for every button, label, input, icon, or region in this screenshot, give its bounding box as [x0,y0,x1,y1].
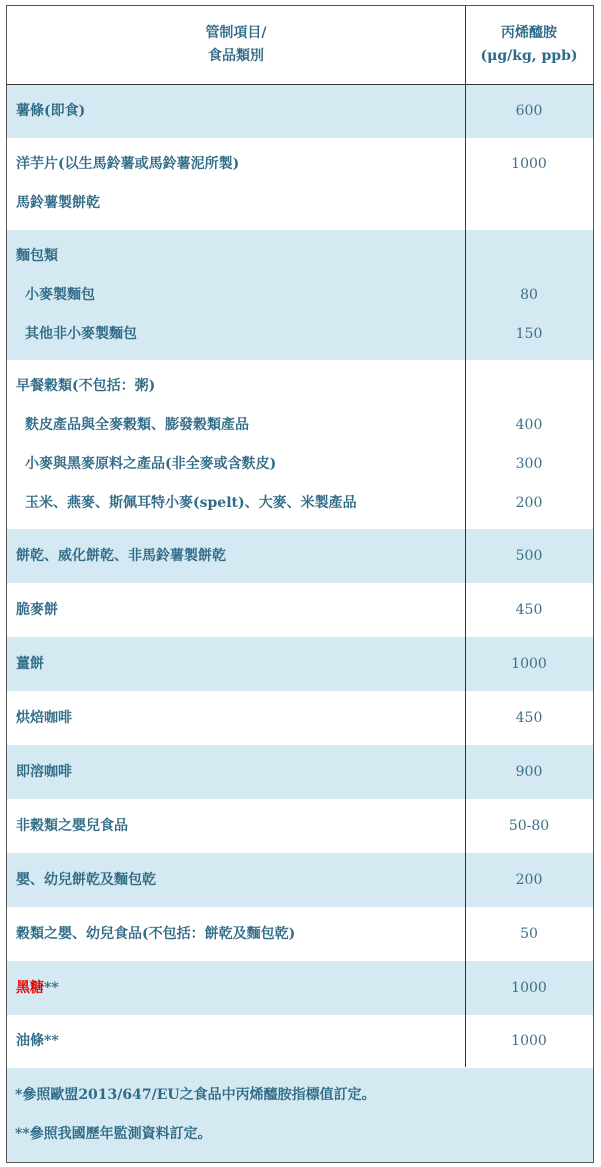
row-label: 洋芋片(以生馬鈴薯或馬鈴薯泥所製) [16,156,240,172]
sub-row-label: 小麥與黑麥原料之產品(非全麥或含麩皮) [25,456,277,472]
row-value: 450 [515,602,543,618]
row-value: 50 [520,926,538,942]
table-row [7,583,593,637]
row-value: 600 [515,103,543,119]
row-label: 油條** [16,1033,59,1049]
table-header [7,6,593,84]
sub-row-value: 80 [520,287,538,303]
row-value: 500 [515,548,543,564]
table-row [7,691,593,745]
row-label: 餅乾、威化餅乾、非馬鈴薯製餅乾 [16,548,226,564]
row-label: 烘焙咖啡 [16,710,72,726]
row-value: 1000 [511,656,547,672]
table-row [7,360,593,529]
row-value: 900 [515,764,543,780]
sub-row-value: 400 [515,417,543,433]
sub-row-value: 200 [515,495,543,511]
row-label: 非穀類之嬰兒食品 [16,818,128,834]
row-value: 1000 [511,156,547,172]
sub-row-label: 麩皮產品與全麥穀類、膨發穀類產品 [25,417,249,433]
table-row [7,637,593,691]
header-divider [7,84,593,85]
table-row [7,853,593,907]
table-row [7,529,593,583]
sub-row-value: 150 [515,326,543,342]
row-value: 450 [515,710,543,726]
row-label: 麵包類 [16,248,58,264]
table-row [7,138,593,230]
row-label-secondary: 馬鈴薯製餅乾 [16,195,100,211]
table-row [7,85,593,138]
header-category-line1: 管制項目/ [205,25,267,41]
table-row [7,907,593,961]
row-value: 50-80 [508,818,550,834]
row-label: 穀類之嬰、幼兒食品(不包括：餅乾及麵包乾) [16,926,296,942]
table-row [7,1015,593,1067]
table-row [7,961,593,1015]
header-value [465,6,593,84]
footnotes [7,1068,593,1163]
row-value: 1000 [511,1033,547,1049]
table-row [7,799,593,853]
sub-row-label: 其他非小麥製麵包 [25,326,137,342]
row-label: 薯條(即食) [16,103,86,119]
row-value: 200 [515,872,543,888]
row-label: 早餐穀類(不包括：粥) [16,378,156,394]
header-value-line2: (μg/kg, ppb) [480,48,578,64]
highlighted-label: 黑糖 [16,980,44,996]
header-value-line1: 丙烯醯胺 [501,25,557,41]
table-row [7,230,593,360]
row-label [16,969,59,1008]
acrylamide-table [6,5,594,1163]
sub-row-label: 玉米、燕麥、斯佩耳特小麥(spelt)、大麥、米製產品 [25,495,357,511]
row-label: 即溶咖啡 [16,764,72,780]
sub-row-value: 300 [515,456,543,472]
header-category-line2: 食品類別 [208,48,264,64]
row-label: 嬰、幼兒餅乾及麵包乾 [16,872,156,888]
label-suffix: ** [44,980,59,996]
footnote: *參照歐盟2013/647/EU之食品中丙烯醯胺指標值訂定。 [15,1087,376,1103]
table-row [7,745,593,799]
header-category [7,6,465,84]
footnote: **參照我國歷年監測資料訂定。 [15,1126,212,1142]
row-value: 1000 [511,980,547,996]
column-divider [465,6,466,1067]
sub-row-label: 小麥製麵包 [25,287,95,303]
row-label: 薑餅 [16,656,44,672]
row-label: 脆麥餅 [16,602,58,618]
